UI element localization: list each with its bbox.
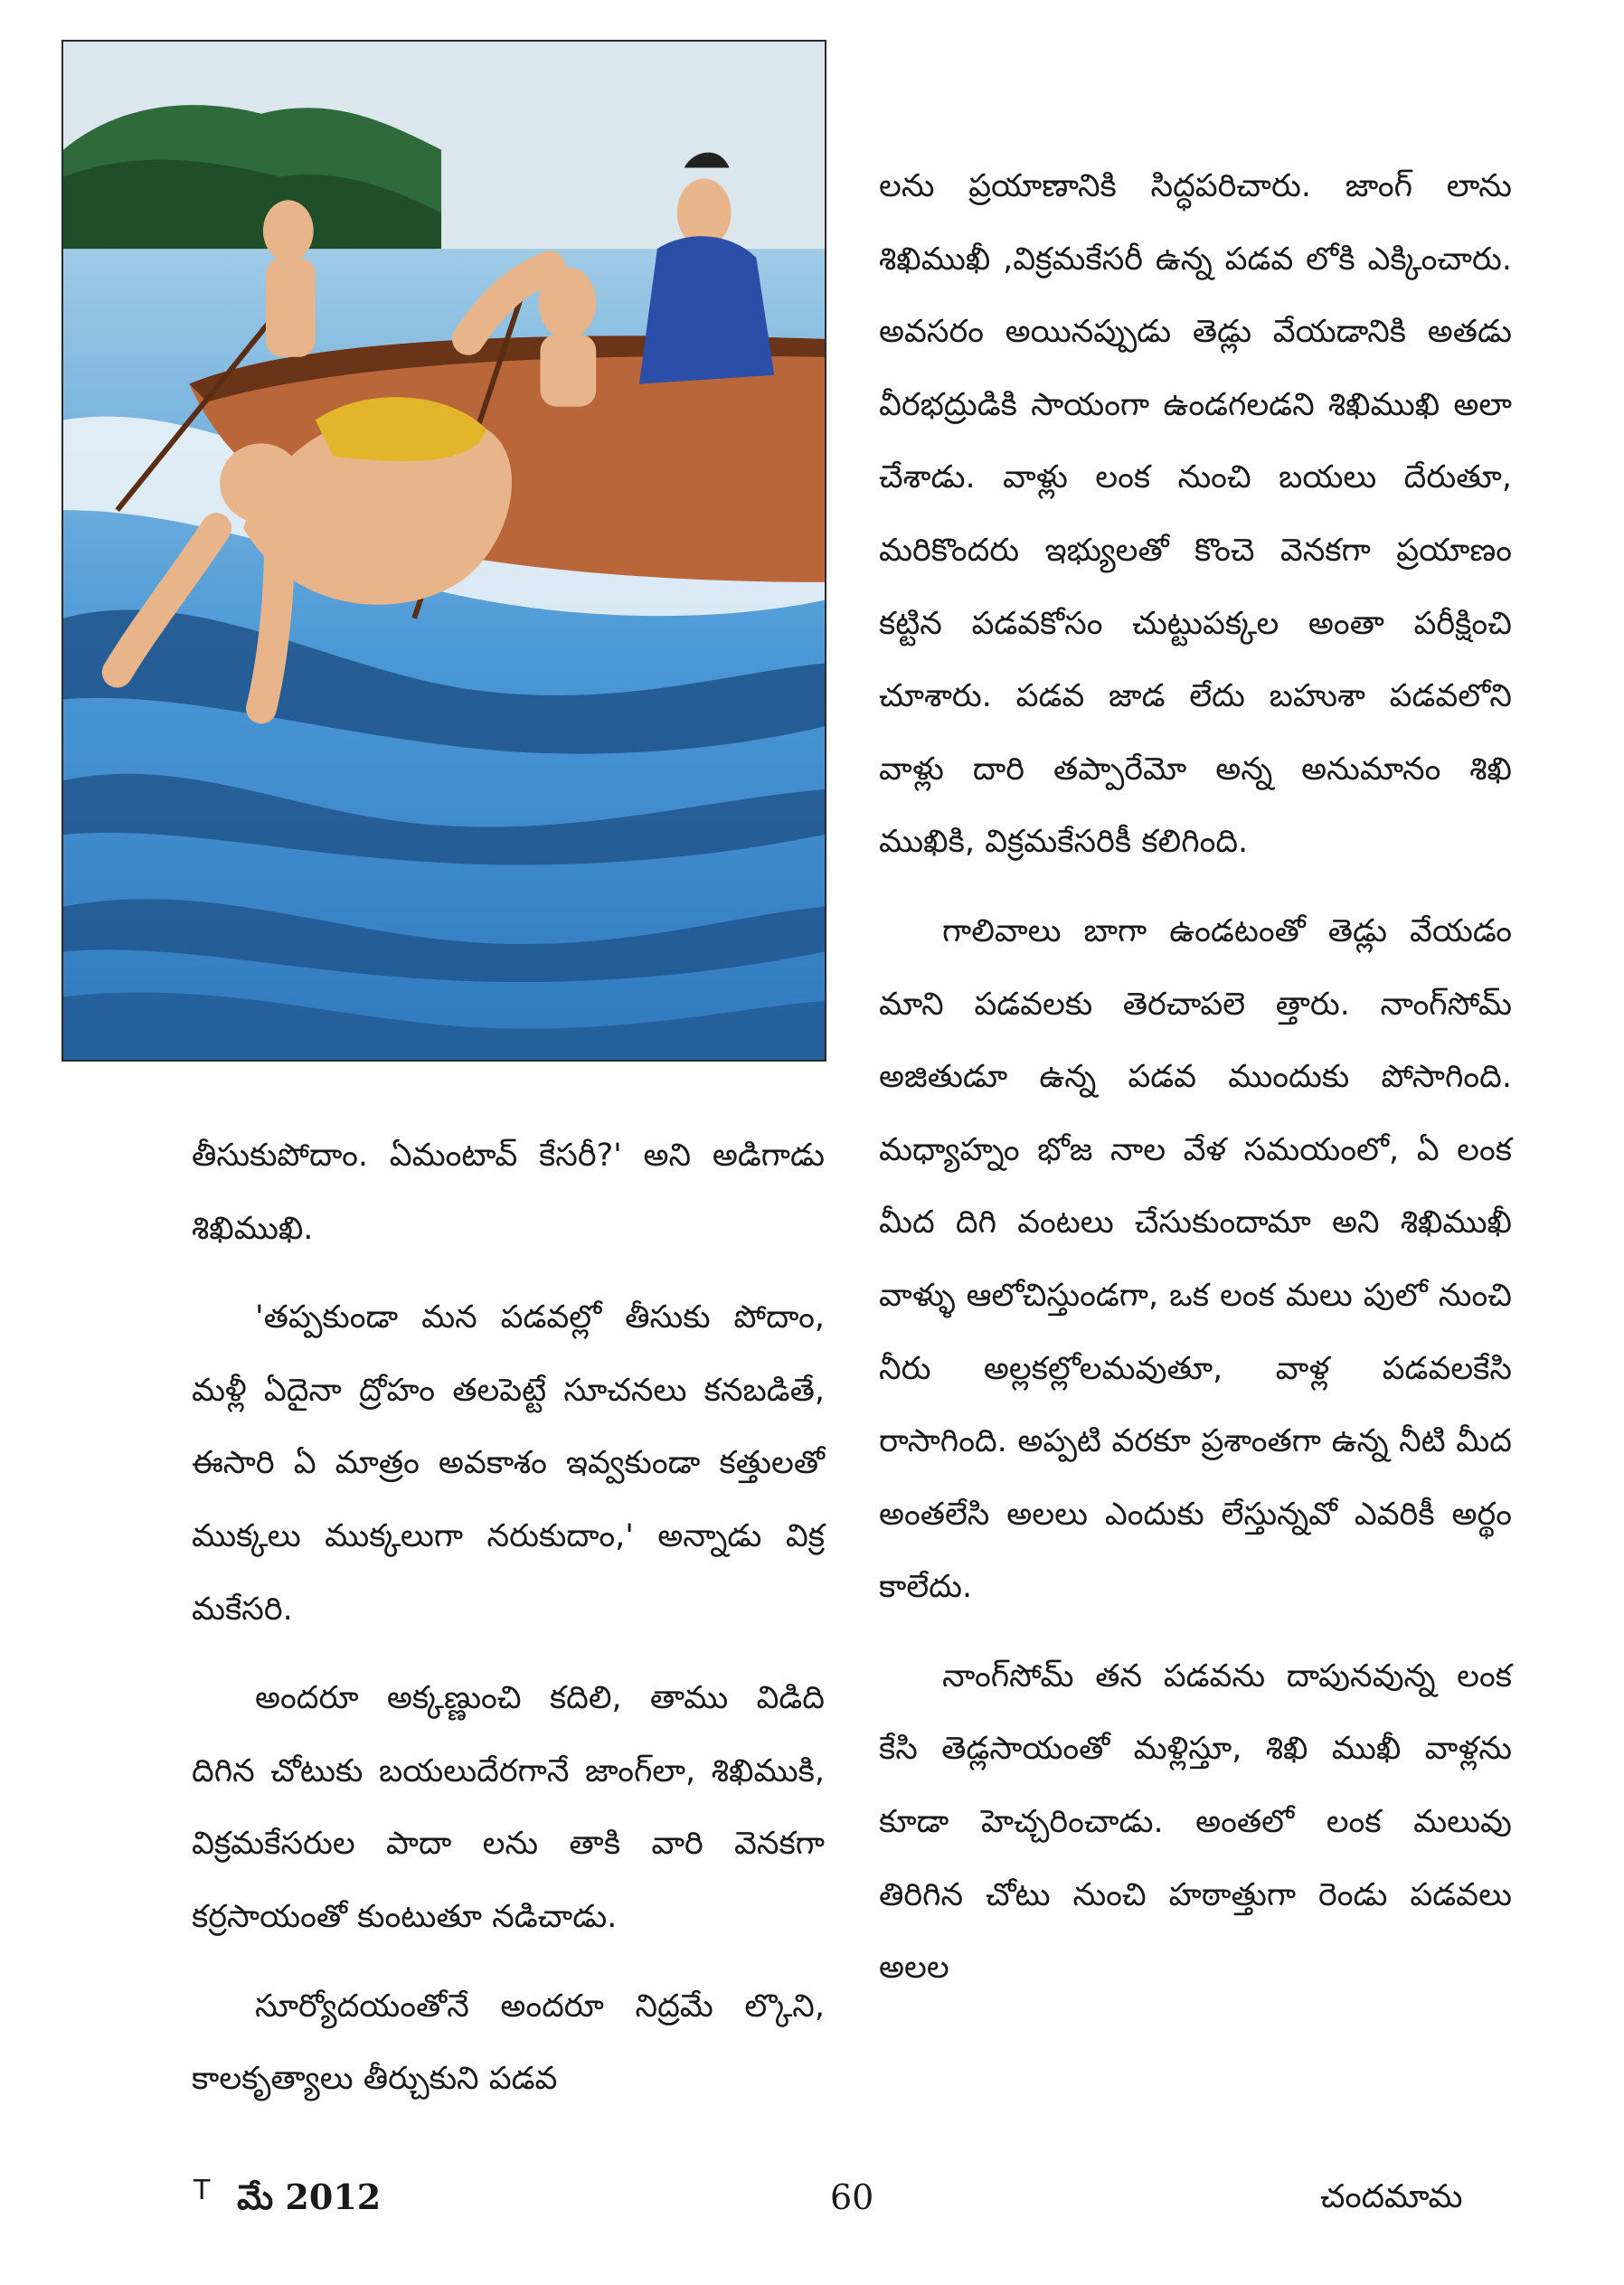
paragraph: సూర్యోదయంతోనే అందరూ నిద్రమే ల్కొని, కాలకృత్యాలు తీర్చుకుని పడవ	[192, 1988, 825, 2098]
paragraph: లను ప్రయాణానికి సిద్ధపరిచారు. జాంగ్ లాను శిఖిముఖీ ,విక్రమకేసరీ ఉన్న పడవ లోకి ఎక్కించారు. అవసరం అయినప్పుడు తెడ్లు వేయడానికి అతడు వీరభద్రుడికి సాయంగా ఉండగలడని శిఖిముఖి అలా చేశాడు. వాళ్లు లంక నుంచి బయలు దేరుతూ, మరికొందరు ఇభ్యులతో కొంచె వెనకగా ప్రయాణం కట్టిన పడవకోసం చుట్టుపక్కల అంతా పరీక్షించి చూశారు. పడవ జాడ లేదు బహుశా పడవలోని వాళ్లు దారి తప్పారేమో అన్న అనుమానం శిఖి ముఖికి, విక్రమకేసరికీ కలిగింది.	[879, 168, 1512, 861]
page-number: 60	[830, 2177, 874, 2217]
paragraph: 'తప్పకుండా మన పడవల్లో తీసుకు పోదాం, మళ్లీ ఏదైనా ద్రోహం తలపెట్టే సూచనలు కనబడితే, ఈసారి ఏ మాత్రం అవకాశం ఇవ్వకుండా కత్తులతో ముక్కలు ముక్కలుగా నరుకుదాం,' అన్నాడు విక్ర మకేసరి.	[192, 1299, 825, 1628]
paragraph: తీసుకుపోదాం. ఏమంటావ్ కేసరీ?' అని అడిగాడు శిఖిముఖి.	[192, 1138, 825, 1247]
rower-figure	[263, 200, 314, 261]
paragraph: గాలివాలు బాగా ఉండటంతో తెడ్లు వేయడం మాని పడవలకు తెరచాపలె త్తారు. నాంగ్‌సోమ్ అజితుడూ ఉన్న పడవ ముందుకు పోసాగింది. మధ్యాహ్నం భోజ నాల వేళ సమయంలో, ఏ లంక మీద దిగి వంటలు చేసుకుందామా అని శిఖిముఖీ వాళ్ళు ఆలోచిస్తుండగా, ఒక లంక మలు పులో నుంచి నీరు అల్లకల్లోలమవుతూ, వాళ్ల పడవలకేసి రాసాగింది. అప్పటి వరకూ ప్రశాంతగా ఉన్న నీటి మీద అంతలేసి అలలు ఎందుకు లేస్తున్నవో ఎవరికీ అర్థం కాలేదు.	[879, 912, 1512, 1606]
paragraph: అందరూ అక్కణ్ణుంచి కదిలి, తాము విడిది దిగిన చోటుకు బయలుదేరగానే జాంగ్‌లా, శిఖిముకి, విక్రమకేసరుల పాదా లను తాకి వారి వెనకగా కర్రసాయంతో కుంటుతూ నడిచాడు.	[192, 1680, 825, 1935]
paragraph: నాంగ్‌సోమ్ తన పడవను దాపునవున్న లంక కేసి తెడ్లసాయంతో మళ్లిస్తూ, శిఖి ముఖీ వాళ్లను కూడా హెచ్చరించాడు. అంతలో లంక మలువు తిరిగిన చోటు నుంచి హఠాత్తుగా రెండు పడవలు అలల	[879, 1657, 1512, 1987]
footer-mark: T	[194, 2175, 211, 2206]
story-illustration	[61, 40, 826, 1062]
left-column	[192, 1119, 825, 2116]
boat-scene-image	[63, 42, 825, 1060]
magazine-name: చందమామ	[1320, 2178, 1463, 2215]
right-column	[879, 150, 1512, 2005]
footer-issue-date: మే 2012	[237, 2176, 382, 2217]
